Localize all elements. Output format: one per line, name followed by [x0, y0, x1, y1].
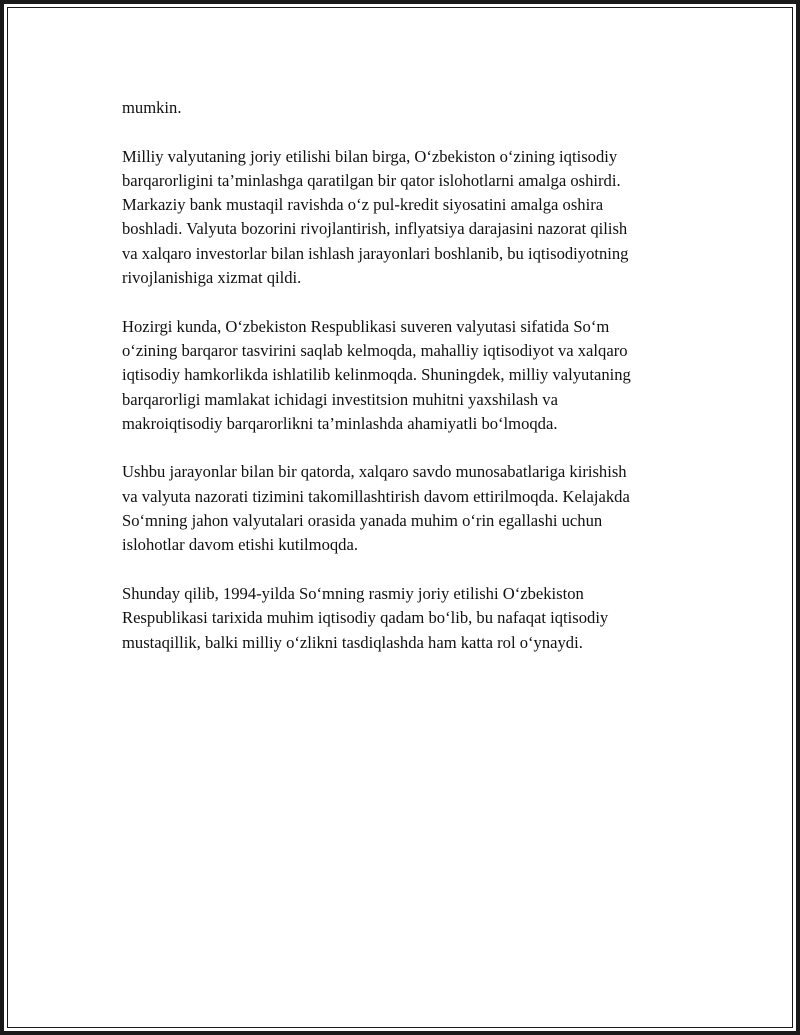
paragraph-reforms: Milliy valyutaning joriy etilishi bilan birga, O‘zbekiston o‘zining iqtisodiy barqarorligini ta’minlashga qaratilgan bir qator islohotlarni amalga oshirdi. Markaziy bank mustaqil ravishda o‘z pul-kredit siyosatini amalga oshira boshladi. Valyuta bozorini rivojlantirish, inflyatsiya darajasini nazorat qilish va xalqaro investorlar bilan ishlash jarayonlari boshlanib, bu iqtisodiyotning rivojlanishiga xizmat qildi.	[122, 146, 629, 288]
paragraph-current-state: Hozirgi kunda, O‘zbekiston Respublikasi suveren valyutasi sifatida So‘m o‘zining barqaror tasvirini saqlab kelmoqda, mahalliy iqtisodiyot va xalqaro iqtisodiy hamkorlikda ishlatilib kelinmoqda. Shuningdek, milliy valyutaning barqarorligi mamlakat ichidagi investitsion muhitni yaxshilash va makroiqtisodiy barqarorlikni ta’minlashda ahamiyatli bo‘lmoqda.	[122, 316, 631, 433]
paragraph-international-trade: Ushbu jarayonlar bilan bir qatorda, xalqaro savdo munosabatlariga kirishish va valyuta nazorati tizimini takomillashtirish davom ettirilmoqda. Kelajakda So‘mning jahon valyutalari orasida yanada muhim o‘rin egallashi uchun islohotlar davom etishi kutilmoqda.	[122, 462, 630, 555]
document-body	[122, 96, 692, 679]
paragraph-conclusion: Shunday qilib, 1994-yilda So‘mning rasmiy joriy etilishi O‘zbekiston Respublikasi tarixida muhim iqtisodiy qadam bo‘lib, bu nafaqat iqtisodiy mustaqillik, balki milliy o‘zlikni tasdiqlashda ham katta rol o‘ynaydi.	[122, 583, 609, 652]
paragraph-continuation: mumkin.	[122, 98, 182, 117]
